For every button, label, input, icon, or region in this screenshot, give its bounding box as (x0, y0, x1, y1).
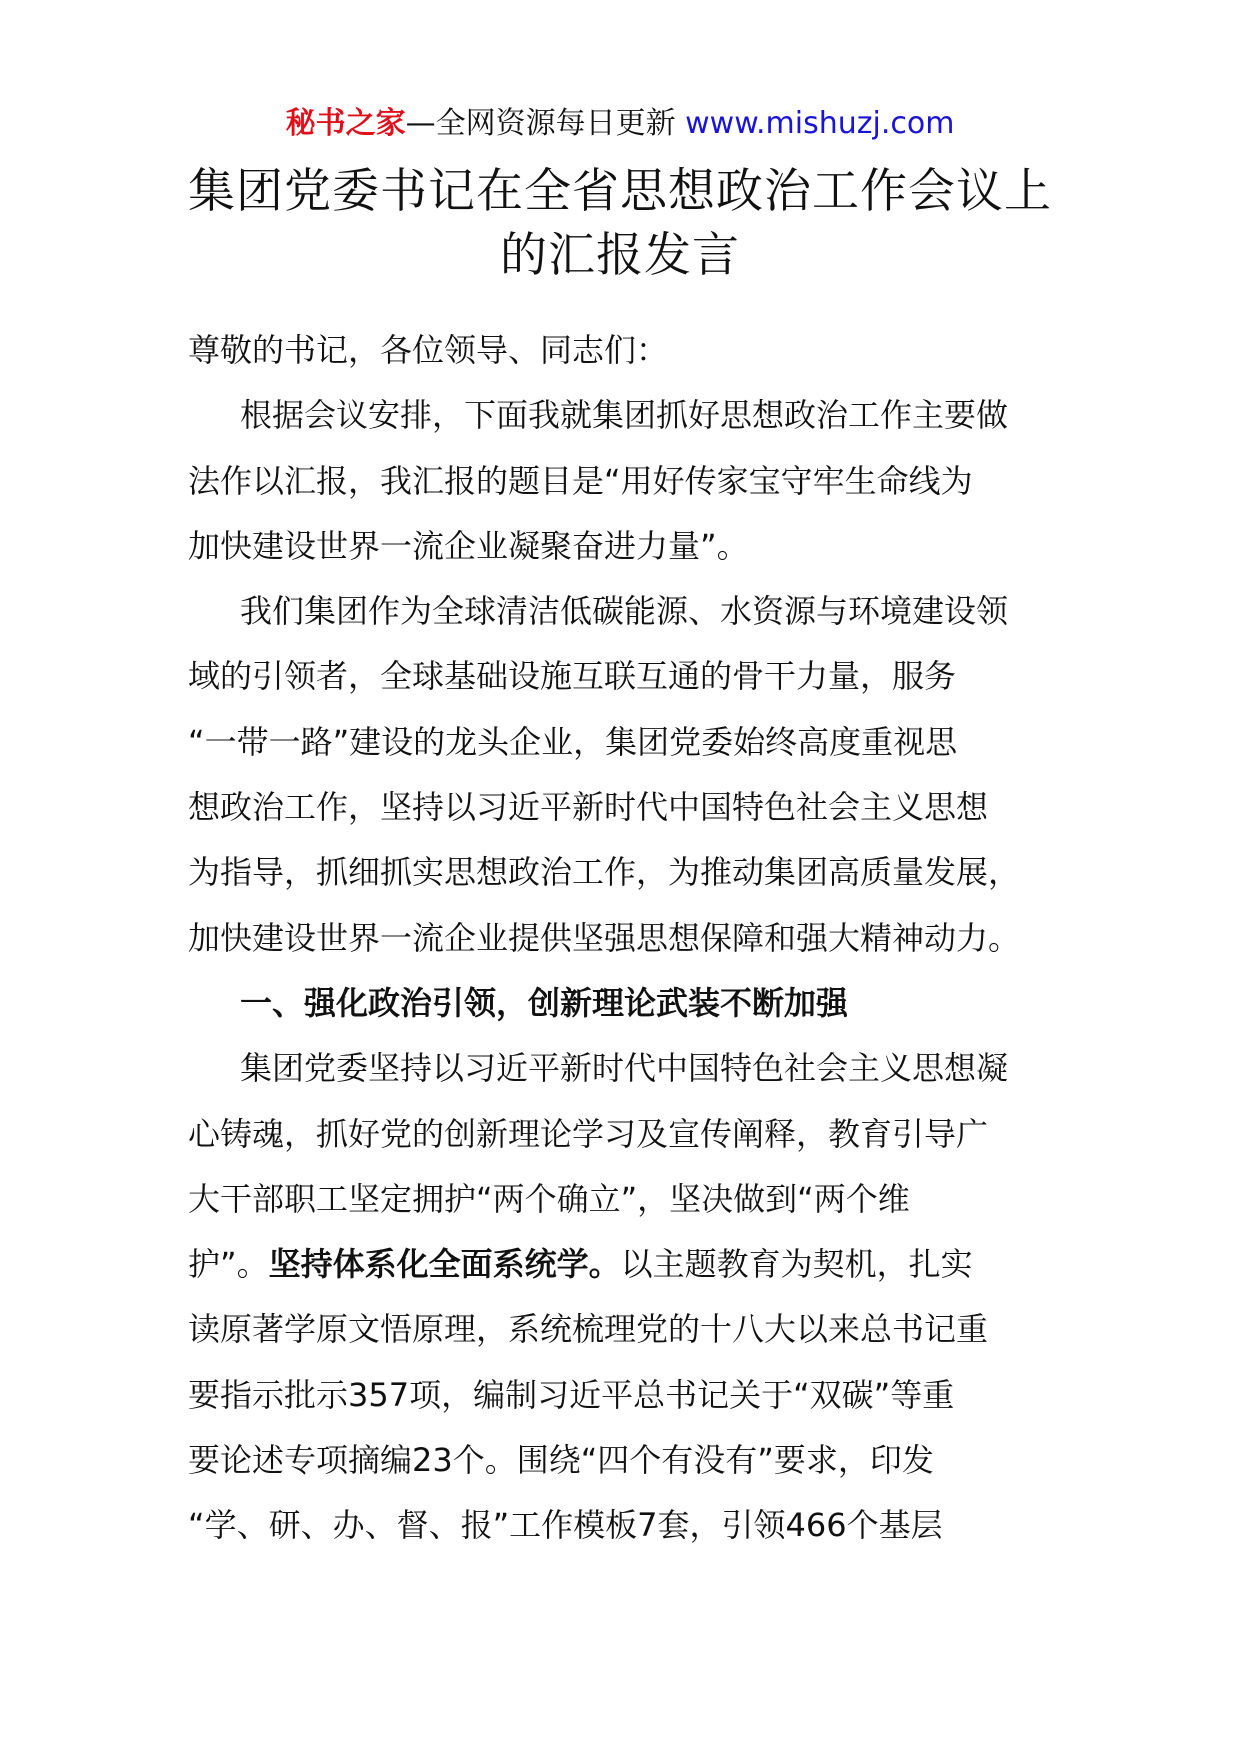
document-title (150, 160, 1090, 288)
site-url-link[interactable]: www.mishuzj.com (685, 106, 955, 141)
title-line-2: 的汇报发言 (500, 228, 740, 283)
title-line-1: 集团党委书记在全省思想政治工作会议上 (188, 164, 1052, 219)
body-line: 想政治工作，坚持以习近平新时代中国特色社会主义思想 (188, 788, 989, 827)
body-line: 根据会议安排，下面我就集团抓好思想政治工作主要做 (240, 396, 1009, 435)
body-text-segment: 以主题教育为契机，扎实 (620, 1245, 973, 1284)
body-text-segment: 护”。 (188, 1245, 269, 1284)
body-line: “学、研、办、督、报”工作模板7套，引领466个基层 (188, 1506, 943, 1545)
body-line: 要论述专项摘编23个。围绕“四个有没有”要求，印发 (188, 1441, 934, 1480)
body-line: 法作以汇报，我汇报的题目是“用好传家宝守牢生命线为 (188, 461, 973, 500)
body-line: 读原著学原文悟原理，系统梳理党的十八大以来总书记重 (188, 1310, 989, 1349)
body-line-mixed (188, 1232, 1058, 1297)
body-line: 要指示批示357项，编制习近平总书记关于“双碳”等重 (188, 1375, 955, 1414)
section-heading: 一、强化政治引领，创新理论武装不断加强 (240, 983, 849, 1022)
body-line: “一带一路”建设的龙头企业，集团党委始终高度重视思 (188, 722, 958, 761)
document-body (188, 318, 1058, 1559)
site-brand: 秘书之家 (285, 106, 406, 141)
body-line: 心铸魂，抓好党的创新理论学习及宣传阐释，教育引导广 (188, 1114, 989, 1153)
body-line: 集团党委坚持以习近平新时代中国特色社会主义思想凝 (240, 1049, 1009, 1088)
body-line: 加快建设世界一流企业凝聚奋进力量”。 (188, 526, 749, 565)
site-header (0, 104, 1240, 144)
salutation: 尊敬的书记，各位领导、同志们： (188, 331, 669, 369)
body-line: 大干部职工坚定拥护“两个确立”，坚决做到“两个维 (188, 1179, 910, 1218)
bold-lead-phrase: 坚持体系化全面系统学。 (268, 1245, 621, 1284)
body-line: 我们集团作为全球清洁低碳能源、水资源与环境建设领 (240, 592, 1009, 631)
site-tagline: —全网资源每日更新 (405, 106, 676, 141)
body-line: 为指导，抓细抓实思想政治工作，为推动集团高质量发展， (188, 853, 1021, 892)
body-line: 加快建设世界一流企业提供坚强思想保障和强大精神动力。 (188, 918, 1021, 957)
body-line: 域的引领者，全球基础设施互联互通的骨干力量，服务 (188, 657, 957, 696)
